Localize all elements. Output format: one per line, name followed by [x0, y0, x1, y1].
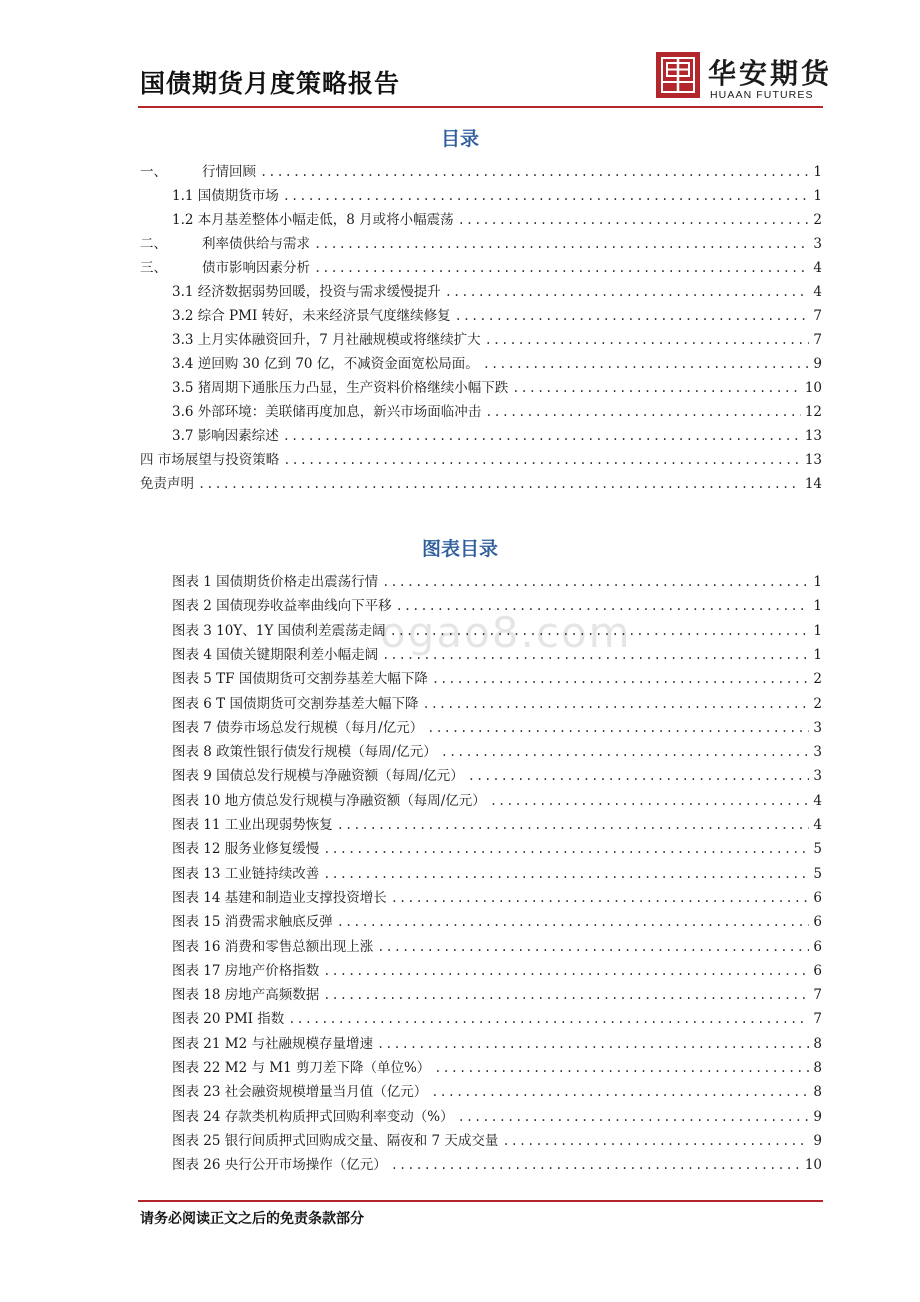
figure-entry-text: 图表 8 政策性银行债发行规模（每周/亿元） [172, 744, 437, 761]
figure-entry-text: 图表 11 工业出现弱势恢复 [172, 817, 333, 833]
footer-divider [138, 1200, 823, 1202]
toc-leader-dots [485, 400, 801, 424]
toc-leader-dots [314, 256, 809, 280]
toc-entry-number: 三、 [140, 260, 167, 276]
figure-entry-text: 图表 6 T 国债期货可交割券基差大幅下降 [172, 695, 419, 712]
figure-entry-text: 图表 14 基建和制造业支撑投资增长 [172, 889, 387, 906]
toc-entry-page: 1 [813, 164, 822, 180]
figure-leader-dots [434, 1056, 809, 1080]
toc-entry[interactable] [140, 232, 822, 256]
toc-entry-page: 7 [813, 332, 822, 348]
figure-entry-page: 10 [804, 1157, 822, 1174]
toc-leader-dots [314, 232, 809, 256]
figure-entry-page: 7 [813, 987, 822, 1004]
figure-entry-text: 图表 24 存款类机构质押式回购利率变动（%） [172, 1108, 454, 1125]
toc-leader-dots [283, 184, 810, 208]
figure-entry[interactable] [172, 1056, 822, 1080]
toc-entry[interactable] [140, 472, 822, 496]
figure-entry-page: 6 [813, 889, 822, 906]
figure-entry-page: 7 [813, 1011, 822, 1028]
figure-entry-page: 4 [813, 792, 822, 809]
figure-entry-page: 6 [813, 914, 822, 931]
toc-entry-text: 四 市场展望与投资策略 [140, 452, 280, 468]
figure-entry-page: 2 [813, 671, 822, 688]
figure-entry[interactable] [172, 764, 822, 788]
toc-leader-dots [260, 160, 809, 184]
figure-entry-text: 图表 26 央行公开市场操作（亿元） [172, 1157, 387, 1174]
figure-leader-dots [490, 789, 810, 813]
toc-entry-text: 1.2 本月基差整体小幅走低，8 月或将小幅震荡 [172, 212, 454, 228]
figure-leader-dots [323, 959, 809, 983]
figure-entry-text: 图表 18 房地产高频数据 [172, 987, 320, 1004]
disclaimer-note: 请务必阅读正文之后的免责条款部分 [140, 1211, 364, 1227]
figure-entry-page: 8 [813, 1060, 822, 1076]
figure-leader-dots [323, 983, 809, 1007]
toc-leader-dots [458, 208, 810, 232]
figure-entry[interactable] [172, 837, 822, 861]
figure-entry-text: 图表 22 M2 与 M1 剪刀差下降（单位%） [172, 1060, 431, 1076]
toc-entry-page: 14 [804, 476, 822, 492]
figure-entry-text: 图表 15 消费需求触底反弹 [172, 914, 333, 931]
figure-entry-text: 图表 4 国债关键期限利差小幅走阔 [172, 646, 379, 663]
toc-entry-text: 行情回顾 [202, 164, 256, 180]
toc-entry-text: 利率债供给与需求 [202, 236, 310, 252]
toc-entry-text: 3.6 外部环境：美联储再度加息，新兴市场面临冲击 [172, 404, 482, 420]
toc-title: 目录 [440, 128, 479, 150]
company-logo [656, 52, 833, 102]
figure-entry-text: 图表 20 PMI 指数 [172, 1011, 285, 1028]
figure-entry-page: 6 [813, 962, 822, 979]
header-divider [138, 106, 823, 108]
report-title: 国债期货月度策略报告 [140, 69, 401, 98]
figure-entry-page: 1 [813, 598, 822, 615]
toc-entry[interactable] [172, 184, 822, 208]
figure-list-title: 图表目录 [421, 538, 498, 560]
figure-entry[interactable] [172, 740, 822, 764]
figure-entry-text: 图表 12 服务业修复缓慢 [172, 841, 320, 858]
figure-entry[interactable] [172, 570, 822, 594]
figure-leader-dots [337, 910, 810, 934]
toc-entry-page: 1 [813, 188, 822, 204]
figure-entry[interactable] [172, 862, 822, 886]
figure-leader-dots [377, 1032, 809, 1056]
figure-entry-text: 图表 9 国债总发行规模与净融资额（每周/亿元） [172, 768, 464, 785]
toc-entry-page: 3 [813, 236, 822, 252]
figure-leader-dots [323, 862, 809, 886]
figure-entry-page: 8 [813, 1035, 822, 1052]
figure-entry[interactable] [172, 1153, 822, 1177]
toc-entry[interactable] [172, 208, 822, 232]
toc-entry[interactable] [140, 160, 822, 184]
figure-entry-page: 9 [813, 1108, 822, 1125]
figure-leader-dots [390, 619, 810, 643]
figure-leader-dots [391, 886, 810, 910]
toc-entry-text: 1.1 国债期货市场 [172, 188, 279, 204]
toc-entry-page: 9 [813, 356, 822, 372]
toc-entry[interactable] [172, 376, 822, 400]
figure-entry[interactable] [172, 1080, 822, 1104]
toc-leader-dots [283, 448, 801, 472]
toc-entry[interactable] [172, 304, 822, 328]
figure-entry-text: 图表 16 消费和零售总额出现上涨 [172, 938, 374, 955]
figure-entry[interactable] [172, 716, 822, 740]
figure-entry[interactable] [172, 1032, 822, 1056]
figure-leader-dots [377, 935, 809, 959]
toc-entry[interactable] [140, 448, 822, 472]
figure-leader-dots [502, 1129, 809, 1153]
toc-leader-dots [455, 304, 810, 328]
toc-entry-page: 13 [804, 428, 822, 444]
figure-entry-page: 5 [813, 841, 822, 858]
toc-entry-page: 4 [813, 260, 822, 276]
toc-entry[interactable] [172, 400, 822, 424]
figure-entry-page: 9 [813, 1132, 822, 1149]
figure-entry-page: 4 [813, 817, 822, 833]
figure-entry-page: 5 [813, 865, 822, 882]
figure-entry-text: 图表 13 工业链持续改善 [172, 865, 320, 882]
figure-entry-page: 2 [813, 695, 822, 712]
figure-entry-text: 图表 17 房地产价格指数 [172, 962, 320, 979]
watermark: ogao8.com [380, 608, 632, 657]
figure-entry[interactable] [172, 619, 822, 643]
figure-entry[interactable] [172, 1129, 822, 1153]
toc-entry[interactable] [172, 280, 822, 304]
toc-entry-page: 2 [813, 212, 822, 228]
figure-entry-text: 图表 25 银行间质押式回购成交量、隔夜和 7 天成交量 [172, 1132, 499, 1149]
toc-leader-dots [445, 280, 810, 304]
toc-entry-text: 3.2 综合 PMI 转好，未来经济景气度继续修复 [172, 308, 451, 324]
figure-entry[interactable] [172, 789, 822, 813]
figure-entry-text: 图表 23 社会融资规模增量当月值（亿元） [172, 1084, 428, 1101]
toc-entry-text: 3.3 上月实体融资回升，7 月社融规模或将继续扩大 [172, 332, 481, 348]
figure-entry-text: 图表 7 债券市场总发行规模（每月/亿元） [172, 719, 424, 736]
figure-entry[interactable] [172, 594, 822, 618]
toc-entry-page: 10 [804, 380, 822, 396]
toc-leader-dots [283, 424, 801, 448]
figure-leader-dots [468, 764, 810, 788]
toc-entry-number: 二、 [140, 236, 167, 252]
figure-leader-dots [432, 667, 810, 691]
figure-leader-dots [391, 1153, 801, 1177]
toc-entry-text: 3.7 影响因素综述 [172, 428, 279, 444]
figure-entry[interactable] [172, 667, 822, 691]
logo-mark-icon [656, 52, 700, 98]
figure-entry[interactable] [172, 886, 822, 910]
figure-entry[interactable] [172, 983, 822, 1007]
figure-entry-text: 图表 3 10Y、1Y 国债利差震荡走阔 [172, 622, 386, 639]
figure-entry-page: 1 [813, 622, 822, 639]
toc-entry-text: 债市影响因素分析 [202, 260, 310, 276]
figure-entry-text: 图表 2 国债现券收益率曲线向下平移 [172, 598, 392, 615]
toc-leader-dots [198, 472, 801, 496]
figure-leader-dots [288, 1007, 809, 1031]
figure-leader-dots [431, 1080, 809, 1104]
toc-entry[interactable] [172, 352, 822, 376]
figure-leader-dots [323, 837, 809, 861]
figure-entry-page: 1 [813, 574, 822, 590]
figure-entry[interactable] [172, 643, 822, 667]
figure-entry[interactable] [172, 959, 822, 983]
figure-leader-dots [427, 716, 809, 740]
logo-text-cn: 华安期货 [708, 57, 833, 90]
figure-leader-dots [422, 692, 809, 716]
figure-entry[interactable] [172, 813, 822, 837]
figure-entry-text: 图表 21 M2 与社融规模存量增速 [172, 1035, 373, 1052]
figure-entry[interactable] [172, 1007, 822, 1031]
toc-entry-page: 7 [813, 308, 822, 324]
toc-entry-page: 13 [804, 452, 822, 468]
toc-entry[interactable] [140, 256, 822, 280]
figure-leader-dots [337, 813, 810, 837]
figure-entry-page: 3 [813, 768, 822, 785]
toc-entry-page: 12 [804, 404, 822, 420]
figure-entry[interactable] [172, 910, 822, 934]
figure-entry[interactable] [172, 935, 822, 959]
figure-entry-page: 1 [813, 646, 822, 663]
figure-entry-text: 图表 10 地方债总发行规模与净融资额（每周/亿元） [172, 792, 486, 809]
figure-leader-dots [441, 740, 810, 764]
figure-entry-page: 3 [813, 744, 822, 761]
toc-entry-text: 3.1 经济数据弱势回暖，投资与需求缓慢提升 [172, 284, 441, 300]
toc-entry-text: 3.4 逆回购 30 亿到 70 亿，不减资金面宽松局面。 [172, 356, 479, 372]
toc-leader-dots [485, 328, 810, 352]
logo-text-en: HUAAN FUTURES [710, 89, 814, 101]
figure-entry-text: 图表 5 TF 国债期货可交割券基差大幅下降 [172, 671, 428, 688]
figure-leader-dots [382, 643, 809, 667]
figure-entry[interactable] [172, 692, 822, 716]
toc-entry[interactable] [172, 328, 822, 352]
figure-entry[interactable] [172, 1105, 822, 1129]
toc-entry-text: 免责声明 [140, 476, 194, 492]
toc-entry[interactable] [172, 424, 822, 448]
toc-leader-dots [512, 376, 801, 400]
toc-leader-dots [483, 352, 810, 376]
toc-entry-page: 4 [813, 284, 822, 300]
toc-entry-number: 一、 [140, 164, 167, 180]
figure-leader-dots [458, 1105, 810, 1129]
figure-leader-dots [396, 594, 810, 618]
figure-entry-page: 8 [813, 1084, 822, 1101]
figure-entry-page: 3 [813, 719, 822, 736]
toc-entry-text: 3.5 猪周期下通胀压力凸显，生产资料价格继续小幅下跌 [172, 380, 509, 396]
figure-entry-text: 图表 1 国债期货价格走出震荡行情 [172, 574, 379, 590]
figure-leader-dots [382, 570, 809, 594]
figure-entry-page: 6 [813, 938, 822, 955]
